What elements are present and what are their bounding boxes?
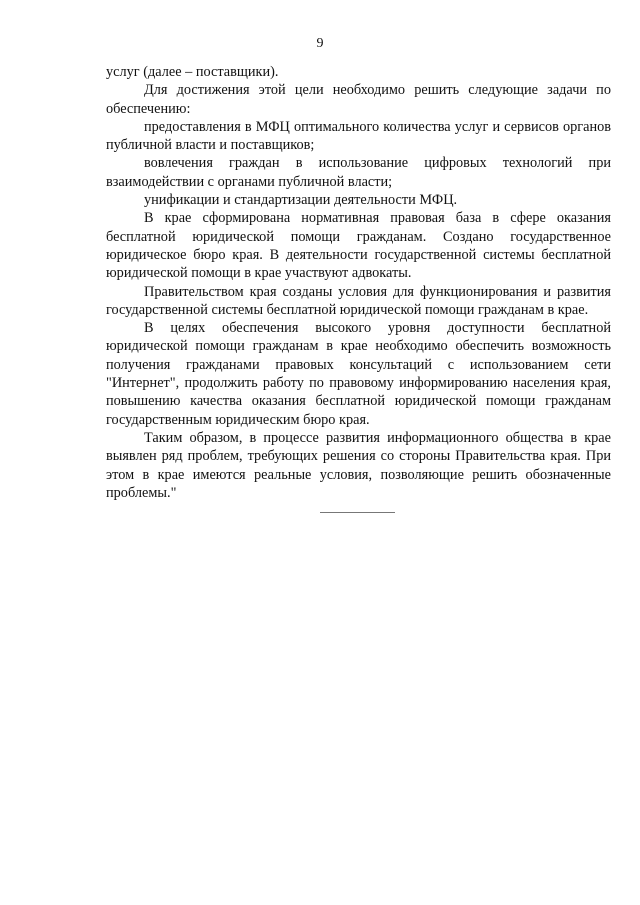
end-divider — [320, 512, 395, 513]
paragraph: В целях обеспечения высокого уровня доступности бесплатной юридической помощи гражданам в крае необходимо обеспечить возможность получения гражданами правовых консультаций с использованием сети "Интернет", продолжить работу по правовому информированию населения края, повышению качества оказания бесплатной юридической помощи гражданам государственным юридическим бюро края. — [106, 320, 611, 428]
paragraph: унификации и стандартизации деятельности МФЦ. — [144, 192, 458, 209]
paragraph: Таким образом, в процессе развития информационного общества в крае выявлен ряд проблем, требующих решения со стороны Правительства края. При этом в крае имеются реальные условия, позволяющие решить обозначенные проблемы." — [106, 429, 611, 501]
paragraph: предоставления в МФЦ оптимального количества услуг и сервисов органов публичной власти и поставщиков; — [106, 118, 611, 154]
paragraph: Для достижения этой цели необходимо решить следующие задачи по обеспечению: — [106, 82, 611, 117]
page-number: 9 — [316, 36, 324, 51]
document-body — [106, 63, 611, 502]
paragraph: Правительством края созданы условия для функционирования и развития государственной системы бесплатной юридической помощи гражданам в крае. — [106, 283, 611, 318]
paragraph: В крае сформирована нормативная правовая база в сфере оказания бесплатной юридической помощи гражданам. Создано государственное юридическое бюро края. В деятельности государственной системы бесплатной юридической помощи в крае участвуют адвокаты. — [106, 210, 611, 282]
paragraph: услуг (далее – поставщики). — [106, 64, 279, 80]
paragraph: вовлечения граждан в использование цифровых технологий при взаимодействии с органами публичной власти; — [106, 155, 611, 190]
